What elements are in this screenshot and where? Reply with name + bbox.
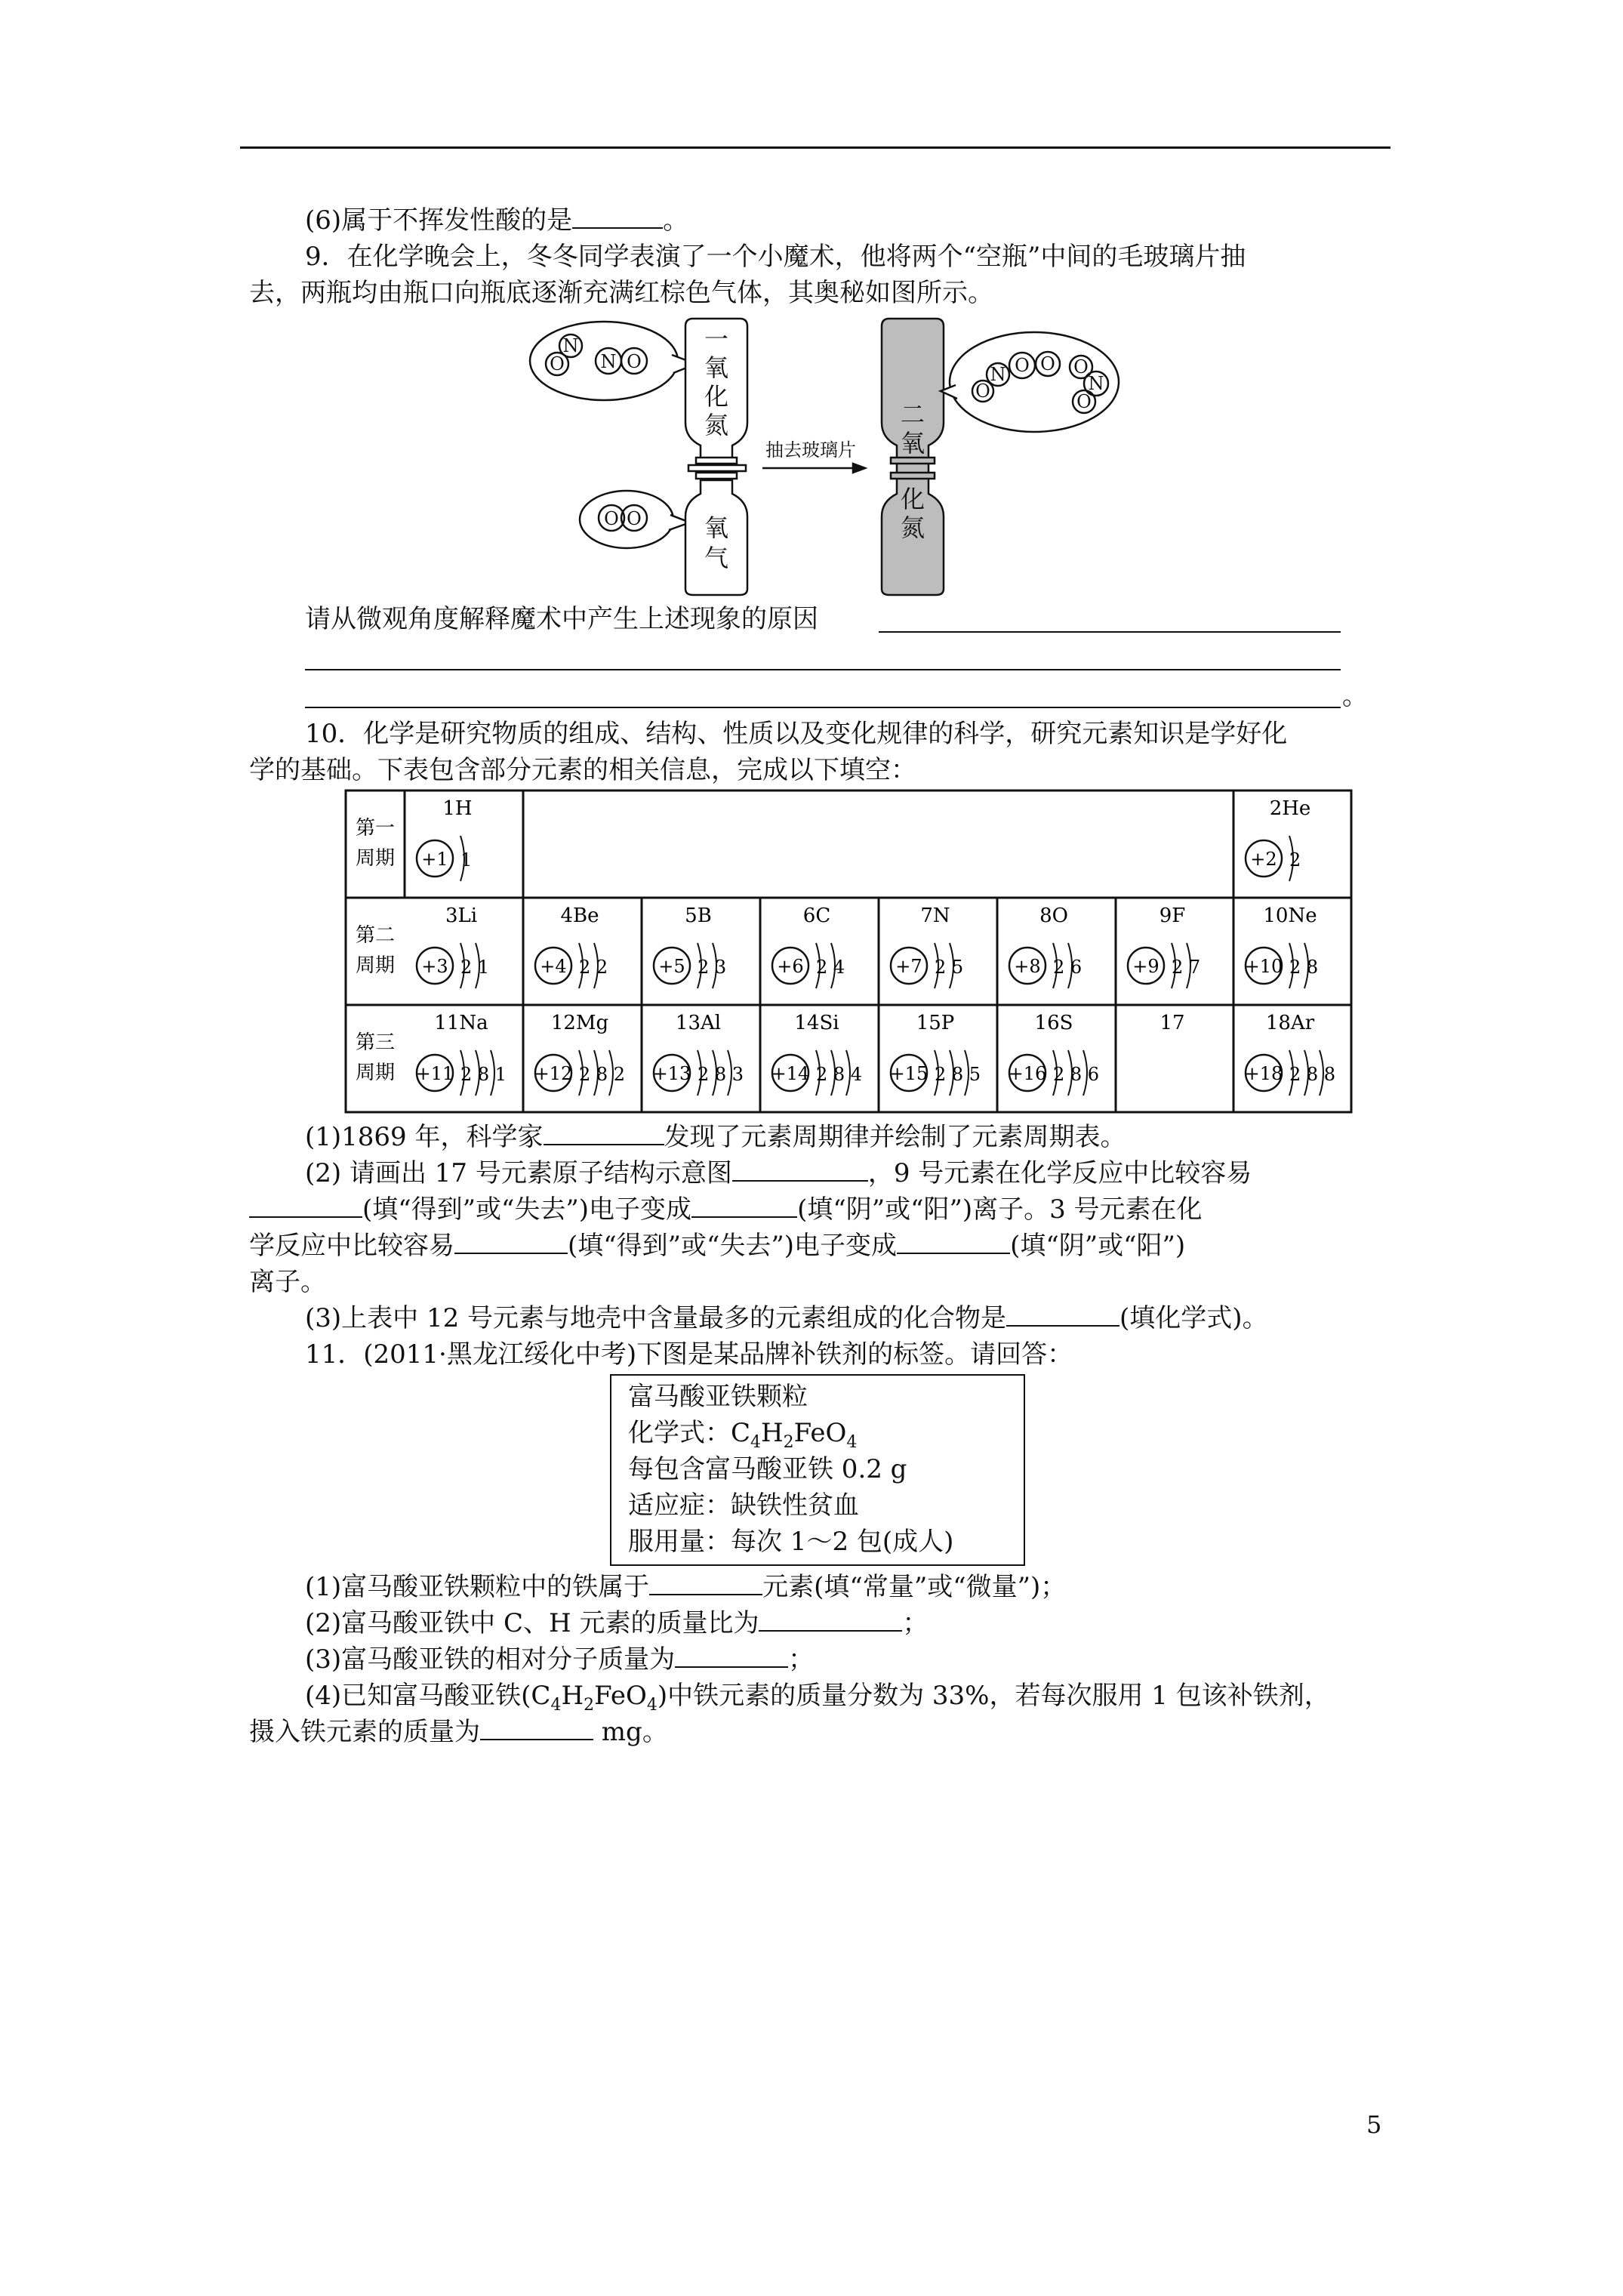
element-symbol: 13Al bbox=[675, 1012, 722, 1034]
q11-intro: 11．(2011·黑龙江绥化中考)下图是某品牌补铁剂的标签。请回答： bbox=[305, 1339, 1073, 1370]
element-symbol: 11Na bbox=[434, 1012, 488, 1034]
q11-sub1: (1)富马酸亚铁颗粒中的铁属于 元素(填“常量”或“微量”)； bbox=[305, 1572, 1067, 1602]
answer-blank[interactable] bbox=[1006, 1302, 1119, 1327]
svg-text:N: N bbox=[600, 351, 617, 372]
nucleus-charge: +2 bbox=[1250, 849, 1277, 870]
q11-sub2: (2)富马酸亚铁中 C、H 元素的质量比为 ； bbox=[305, 1608, 929, 1638]
q11-sub4-line2: 摄入铁元素的质量为 mg。 bbox=[249, 1717, 668, 1747]
element-symbol: 14Si bbox=[794, 1012, 839, 1034]
nucleus-charge: +9 bbox=[1132, 956, 1160, 977]
nucleus-charge: +15 bbox=[889, 1063, 929, 1084]
shell-electrons: 2 4 bbox=[816, 957, 845, 978]
element-symbol: 7N bbox=[920, 905, 950, 927]
answer-blank[interactable] bbox=[675, 1644, 788, 1668]
q10-sub2-line1: (2) 请画出 17 号元素原子结构示意图 ，9 号元素在化学反应中比较容易 bbox=[305, 1158, 1252, 1188]
element-symbol: 2He bbox=[1269, 797, 1311, 820]
svg-text:氮: 氮 bbox=[900, 513, 925, 542]
shell-electrons: 2 8 2 bbox=[579, 1064, 626, 1085]
shell-electrons: 2 3 bbox=[698, 957, 727, 978]
answer-line[interactable] bbox=[879, 631, 1341, 633]
answer-blank[interactable] bbox=[249, 1194, 362, 1218]
period-label: 周期 bbox=[355, 1062, 396, 1084]
svg-text:氮: 氮 bbox=[704, 411, 729, 439]
page-number: 5 bbox=[1366, 2110, 1382, 2139]
answer-blank[interactable] bbox=[649, 1571, 762, 1595]
nucleus-charge: +7 bbox=[895, 956, 922, 977]
nucleus-charge: +11 bbox=[415, 1063, 454, 1084]
element-symbol: 10Ne bbox=[1263, 905, 1317, 927]
nucleus-charge: +8 bbox=[1014, 956, 1041, 977]
shell-electrons: 2 8 3 bbox=[698, 1064, 744, 1085]
element-symbol: 12Mg bbox=[550, 1012, 609, 1034]
label-formula: 化学式：$C_4H_2FeO_4$ bbox=[628, 1418, 858, 1452]
svg-text:化: 化 bbox=[704, 382, 729, 411]
shell-electrons: 2 8 6 bbox=[1053, 1064, 1100, 1085]
q10-sub2-line2: (填“得到”或“失去”)电子变成 (填“阴”或“阳”)离子。3 号元素在化 bbox=[249, 1191, 1203, 1228]
svg-text:抽去玻璃片: 抽去玻璃片 bbox=[765, 439, 856, 461]
shell-electrons: 2 1 bbox=[460, 957, 490, 978]
svg-text:氧: 氧 bbox=[900, 429, 925, 458]
q10-sub2-line4: 离子。 bbox=[249, 1267, 326, 1297]
svg-text:N: N bbox=[1088, 373, 1104, 394]
period-label: 周期 bbox=[355, 954, 396, 977]
q11-sub3: (3)富马酸亚铁的相对分子质量为 ； bbox=[305, 1644, 815, 1675]
shell-electrons: 2 8 5 bbox=[935, 1064, 981, 1085]
q8-6-line: (6)属于不挥发性酸的是 。 bbox=[305, 205, 689, 236]
answer-blank[interactable] bbox=[897, 1230, 1010, 1254]
answer-line[interactable] bbox=[305, 707, 1341, 708]
element-symbol: 15P bbox=[916, 1012, 955, 1034]
periodic-table bbox=[344, 789, 1353, 1114]
nucleus-charge: +13 bbox=[652, 1063, 691, 1084]
shell-electrons: 2 8 4 bbox=[816, 1064, 863, 1085]
q10-line1: 10．化学是研究物质的组成、结构、性质以及变化规律的科学，研究元素知识是学好化 bbox=[305, 719, 1288, 749]
answer-blank[interactable] bbox=[572, 205, 663, 229]
answer-blank[interactable] bbox=[732, 1157, 868, 1182]
svg-text:O: O bbox=[1040, 353, 1055, 374]
nucleus-charge: +1 bbox=[421, 849, 448, 870]
q10-line2: 学的基础。下表包含部分元素的相关信息，完成以下填空： bbox=[249, 755, 916, 785]
nucleus-charge: +12 bbox=[534, 1063, 573, 1084]
svg-text:O: O bbox=[604, 508, 619, 529]
shell-electrons: 2 bbox=[1289, 849, 1301, 871]
svg-text:N: N bbox=[990, 364, 1006, 385]
q9-answer-prompt: 请从微观角度解释魔术中产生上述现象的原因 bbox=[305, 604, 818, 634]
svg-text:O: O bbox=[1015, 355, 1030, 376]
svg-text:气: 气 bbox=[704, 544, 729, 572]
svg-text:O: O bbox=[1073, 356, 1089, 378]
q10-sub2-line3: 学反应中比较容易 (填“得到”或“失去”)电子变成 (填“阴”或“阳”) bbox=[249, 1231, 1186, 1261]
shell-electrons: 2 2 bbox=[579, 957, 608, 978]
svg-text:化: 化 bbox=[900, 485, 925, 513]
element-symbol: 8O bbox=[1039, 905, 1068, 927]
shell-electrons: 2 8 1 bbox=[460, 1064, 507, 1085]
label-indication: 适应症：缺铁性贫血 bbox=[628, 1490, 859, 1521]
svg-text:二: 二 bbox=[900, 400, 925, 429]
period-label: 第二 bbox=[355, 924, 396, 947]
svg-text:O: O bbox=[975, 381, 990, 402]
period-label: 第一 bbox=[355, 817, 396, 840]
svg-text:氧: 氧 bbox=[704, 513, 729, 542]
nucleus-charge: +16 bbox=[1008, 1063, 1047, 1084]
answer-line[interactable] bbox=[305, 669, 1341, 670]
element-symbol: 4Be bbox=[560, 905, 599, 927]
shell-electrons: 2 8 bbox=[1289, 957, 1319, 978]
svg-text:O: O bbox=[627, 508, 642, 529]
supplement-label bbox=[610, 1374, 1025, 1566]
period-label: 周期 bbox=[355, 847, 396, 870]
element-symbol: 16S bbox=[1034, 1012, 1073, 1034]
q9-line1: 9．在化学晚会上，冬冬同学表演了一个小魔术，他将两个“空瓶”中间的毛玻璃片抽 bbox=[305, 242, 1246, 272]
q9-line2: 去，两瓶均由瓶口向瓶底逐渐充满红棕色气体，其奥秘如图所示。 bbox=[249, 278, 993, 308]
nucleus-charge: +10 bbox=[1244, 956, 1283, 977]
glass-plate bbox=[688, 465, 746, 471]
label-title: 富马酸亚铁颗粒 bbox=[628, 1382, 808, 1412]
shell-electrons: 2 5 bbox=[935, 957, 964, 978]
svg-text:O: O bbox=[1076, 391, 1092, 412]
svg-text:一: 一 bbox=[704, 325, 729, 353]
svg-text:氧: 氧 bbox=[704, 353, 729, 382]
shell-electrons: 2 6 bbox=[1053, 957, 1083, 978]
nucleus-charge: +5 bbox=[658, 956, 685, 977]
nucleus-charge: +6 bbox=[777, 956, 804, 977]
svg-text:O: O bbox=[550, 353, 565, 374]
element-symbol: 3Li bbox=[445, 905, 478, 927]
answer-blank[interactable] bbox=[759, 1607, 902, 1632]
q10-sub1: (1)1869 年，科学家 发现了元素周期律并绘制了元素周期表。 bbox=[305, 1122, 1126, 1152]
shell-electrons: 1 bbox=[460, 849, 473, 871]
q10-sub3: (3)上表中 12 号元素与地壳中含量最多的元素组成的化合物是 (填化学式)。 bbox=[305, 1303, 1268, 1333]
nucleus-charge: +4 bbox=[540, 956, 567, 977]
svg-text:N: N bbox=[562, 335, 579, 356]
q11-sub4-line1: (4)已知富马酸亚铁$(C_4H_2FeO_4)$中铁元素的质量分数为 33%，若每次服用 1 包该补铁剂， bbox=[305, 1681, 1330, 1715]
answer-blank[interactable] bbox=[480, 1716, 593, 1740]
answer-blank[interactable] bbox=[454, 1230, 568, 1254]
element-symbol: 17 bbox=[1160, 1012, 1185, 1034]
shell-electrons: 2 7 bbox=[1172, 957, 1201, 978]
element-symbol: 6C bbox=[802, 905, 831, 927]
label-dosage: 服用量：每次 1～2 包(成人) bbox=[628, 1527, 954, 1557]
answer-blank[interactable] bbox=[544, 1121, 664, 1145]
element-symbol: 5B bbox=[685, 905, 712, 927]
q9-end-mark: 。 bbox=[1342, 681, 1368, 711]
element-symbol: 18Ar bbox=[1265, 1012, 1315, 1034]
header-rule bbox=[240, 146, 1390, 149]
nucleus-charge: +14 bbox=[771, 1063, 810, 1084]
answer-blank[interactable] bbox=[691, 1194, 797, 1218]
element-symbol: 9F bbox=[1159, 905, 1186, 927]
magic-bottles-diagram bbox=[521, 317, 1125, 596]
element-symbol: 1H bbox=[442, 797, 473, 820]
nucleus-charge: +18 bbox=[1244, 1063, 1283, 1084]
nucleus-charge: +3 bbox=[421, 956, 448, 977]
svg-text:O: O bbox=[627, 351, 642, 372]
label-content: 每包含富马酸亚铁 0.2 g bbox=[628, 1454, 907, 1484]
period-label: 第三 bbox=[355, 1031, 396, 1054]
shell-electrons: 2 8 8 bbox=[1289, 1064, 1336, 1085]
